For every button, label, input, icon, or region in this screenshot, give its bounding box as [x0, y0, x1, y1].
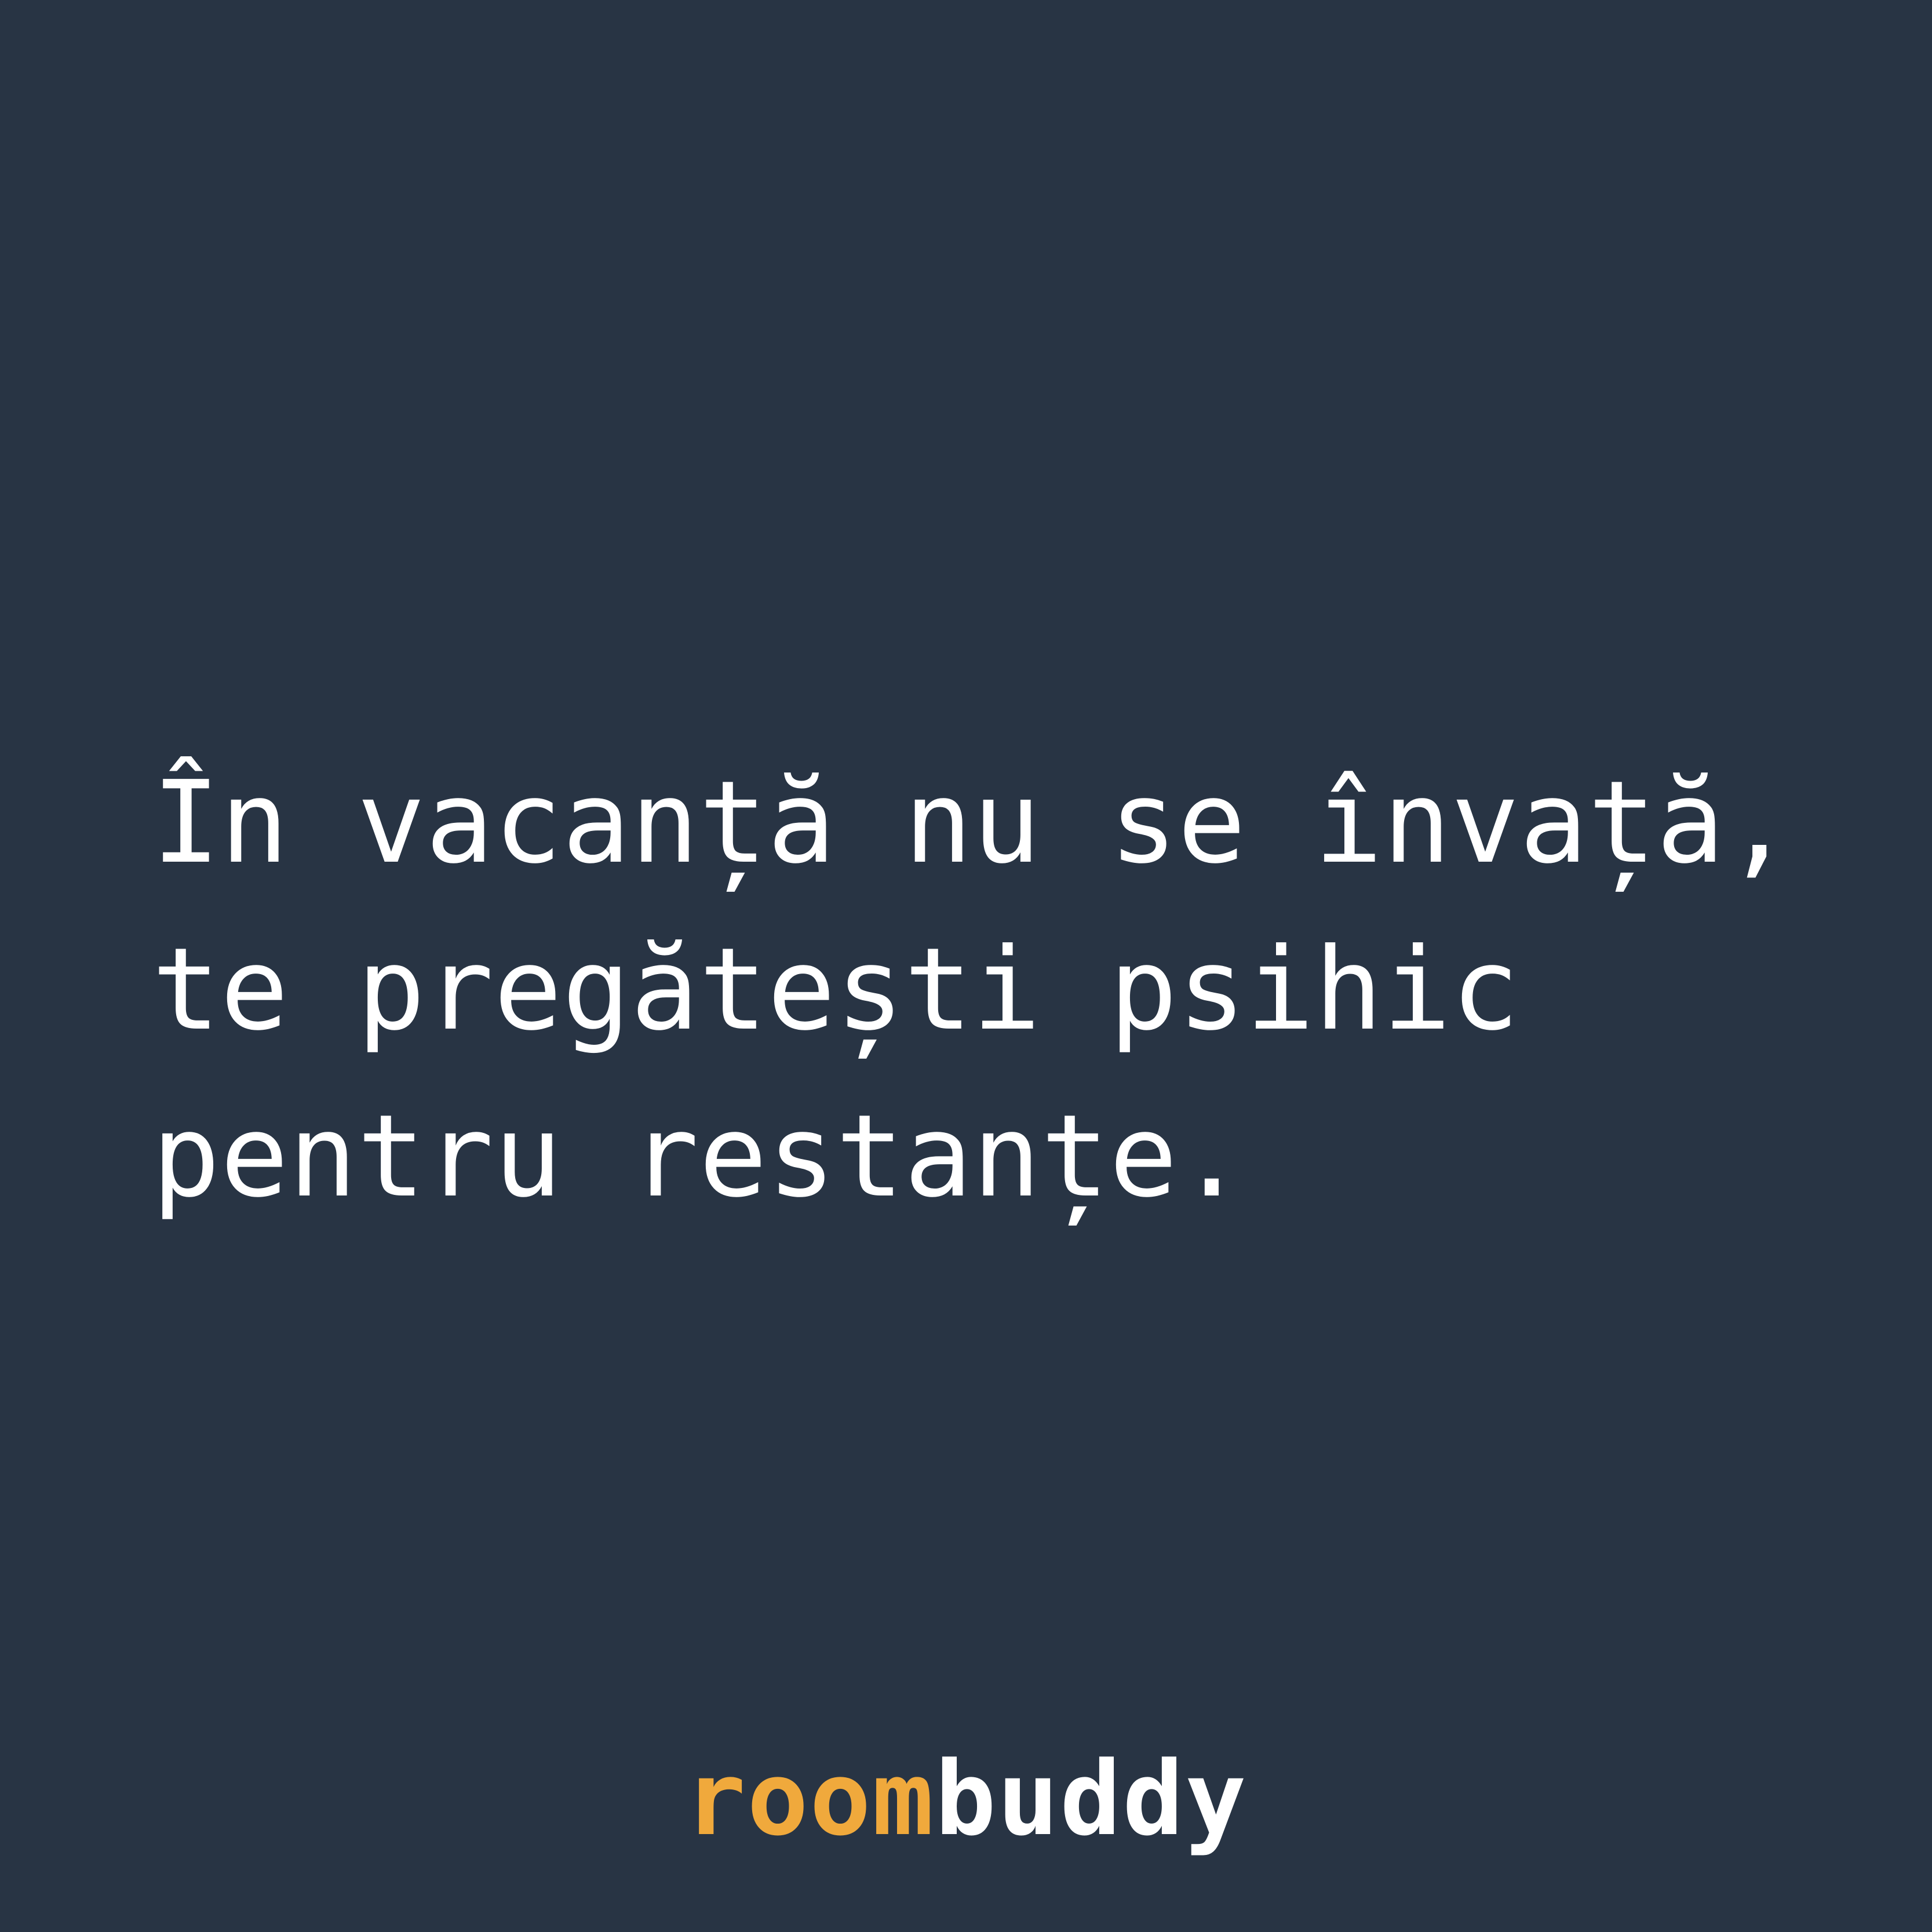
logo-room-text: room	[684, 1740, 935, 1858]
quote-line-2: te pregătești psihic	[152, 924, 1520, 1056]
quote-text	[152, 739, 1832, 1240]
quote-line-3: pentru restanțe.	[152, 1091, 1246, 1223]
quote-line-1: În vacanță nu se învață,	[152, 757, 1794, 889]
brand-logo	[0, 1741, 1932, 1857]
logo-buddy-text: buddy	[935, 1740, 1248, 1858]
